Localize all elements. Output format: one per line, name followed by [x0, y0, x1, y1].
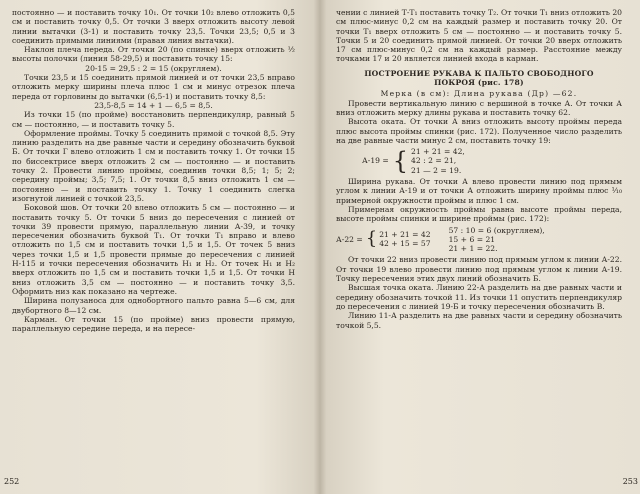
paragraph: Боковой шов. От точки 20 влево отложить 5 см — постоянно — и поставить точку 5. От точки 5 вниз до пересечения с линией от точки 39 провести прямую, параллельную линии А-39, и точку пересечения обозначить буквой Т₁. От точки Т₁ вправо и влево отложить по 1,5 см и поставить точки 1,5 и 1,5. От точек 5 вниз через точки 1,5 и 1,5 провести прямые до пересечения с линией Н-115 и точки пересечения обозначить Н₁ и Н₂. От точек Н₁ и Н₂ вверх отложить по 1,5 см и поставить точки 1,5 и 1,5. От точки Н вниз отложить 3,5 см — постоянно — и поставить точку 3,5. Оформить низ как показано на чертеже. [12, 203, 295, 296]
paragraph: Ширина полузаноса для однобортного пальто равна 5—6 см, для двубортного 8—12 см. [12, 296, 295, 315]
equation-line: 21 + 1 = 22. [448, 244, 498, 254]
equation-line: 57 : 10 = 6 (округляем), [448, 225, 545, 235]
equation-line: 21 + 21 = 42, [411, 147, 465, 157]
equation-column [379, 230, 430, 249]
right-page [336, 8, 622, 486]
equation-line: 42 + 15 = 57 [379, 239, 431, 249]
equation-line: 21 — 2 = 19. [411, 165, 462, 175]
equation-a22 [336, 226, 622, 254]
formula: 20-15 = 29,5 : 2 = 15 (округляем). [85, 63, 222, 73]
brace-icon: { [365, 228, 378, 250]
paragraph: От точки 22 вниз провести линию под прямым углом к линии А-22. От точки 19 влево провести линию под прямым углом к линии А-19. Точку пересечения этих двух линий обозначить Б. [336, 255, 622, 284]
paragraph: чении с линией Т-Т₁ поставить точку Т₂. От точки Т₁ вниз отложить 20 см плюс-минус 0,2 см на каждый размер и поставить точку 20. От точки Т₁ вверх отложить 5 см — постоянно — и поставить точку 5. Точки 5 и 20 соединить прямой линией. От точки 20 вверх отложить 17 см плюс-минус 0,2 см на каждый размер. Расстояние между точками 17 и 20 является линией входа в карман. [336, 8, 622, 64]
paragraph: Линию 11-А разделить на две равных части и середину обозначить точкой 5,5. [336, 311, 622, 330]
paragraph: Высшая точка оката. Линию 22-А разделить на две равных части и середину обозначить точкой 11. Из точки 11 опустить перпендикуляр до пересечения с линией 19-Б и точку пересечения обозначить В. [336, 283, 622, 311]
paragraph: Точки 23,5 и 15 соединить прямой линией и от точки 23,5 вправо отложить мерку ширины плеча плюс 1 см и минус отрезок плеча переда от горловины до вытачки (6,5-1) и поставить точку 8,5: [12, 73, 295, 101]
equation-line: 42 : 2 = 21, [411, 156, 457, 166]
left-page [12, 8, 295, 486]
brace-icon: { [392, 147, 409, 176]
formula: 23,5-8,5 = 14 + 1 — 6,5 = 8,5. [94, 100, 213, 110]
equation-lhs: А-22 = [336, 234, 363, 244]
paragraph: Примерная окружность проймы равна высоте проймы переда, высоте проймы спинки и ширине проймы (рис. 172): [336, 204, 622, 224]
equation-column [449, 226, 545, 254]
equation-a19 [362, 147, 622, 175]
measure-line: Мерка (в см): Длина рукава (Др) —62. [380, 89, 578, 99]
paragraph: постоянно — и поставить точку 10₁. От точки 10₂ влево отложить 0,5 см и поставить точку 0,5. От точки 3 вверх отложить высоту левой линии вытачки (3-1) и поставить точку 23,5. Точки 23,5; 0,5 и 3 соединить прямыми линиями (правая линия вытачки). [12, 8, 295, 45]
paragraph: Оформление проймы. Точку 5 соединить прямой с точкой 8,5. Эту линию разделить на две равные части и середину обозначить буквой Б. От точки Г влево отложить 1 см и поставить точку 1. От точки 15 по биссектрисе вверх отложить 2 см — постоянно — и поставить точку 2. Провести линию проймы, соединив точки 8,5; 1; 5; 2; середину проймы; 3,5; 7,5; 1. От точки 8,5 вниз отложить 1 см — постоянно — и поставить точку 1. Точку 1 соединить слегка изогнутой линией с точкой 23,5. [12, 128, 295, 203]
paragraph: Из точки 15 (по пройме) восстановить перпендикуляр, равный 5 см — постоянно, — и поставить точку 5. [12, 110, 295, 129]
paragraph: Высота оката. От точки А вниз отложить высоту проймы переда плюс высота проймы спинки (рис. 172). Полученное число разделить на две равные части минус 2 см, поставить точку 19: [336, 117, 622, 145]
equation-line: 21 + 21 = 42 [379, 230, 431, 240]
page-number-right: 253 [622, 477, 638, 486]
section-heading: ПОСТРОЕНИЕ РУКАВА К ПАЛЬТО СВОБОДНОГО ПОКРОЯ (рис. 178) [364, 68, 594, 88]
paragraph: Наклон плеча переда. От точки 20 (по спинке) вверх отложить ½ высоты полочки (линия 58-29,5) и поставить точку 15: [12, 45, 295, 64]
equation-lines [411, 147, 465, 175]
equation-lhs: А-19 = [362, 156, 389, 166]
page-number-left: 252 [4, 477, 20, 486]
paragraph: Ширина рукава. От точки А влево провести линию под прямым углом к линии А-19 и от точки А отложить ширину проймы плюс ¹⁄₁₀ примерной окружности проймы и плюс 1 см. [336, 177, 622, 205]
equation-line: 15 + 6 = 21 [448, 234, 496, 244]
paragraph: Карман. От точки 15 (по пройме) вниз провести прямую, параллельную середине переда, и на пересе- [12, 314, 295, 334]
paragraph: Провести вертикальную линию с вершиной в точке А. От точки А вниз отложить мерку длины рукава и поставить точку 62. [336, 98, 622, 117]
